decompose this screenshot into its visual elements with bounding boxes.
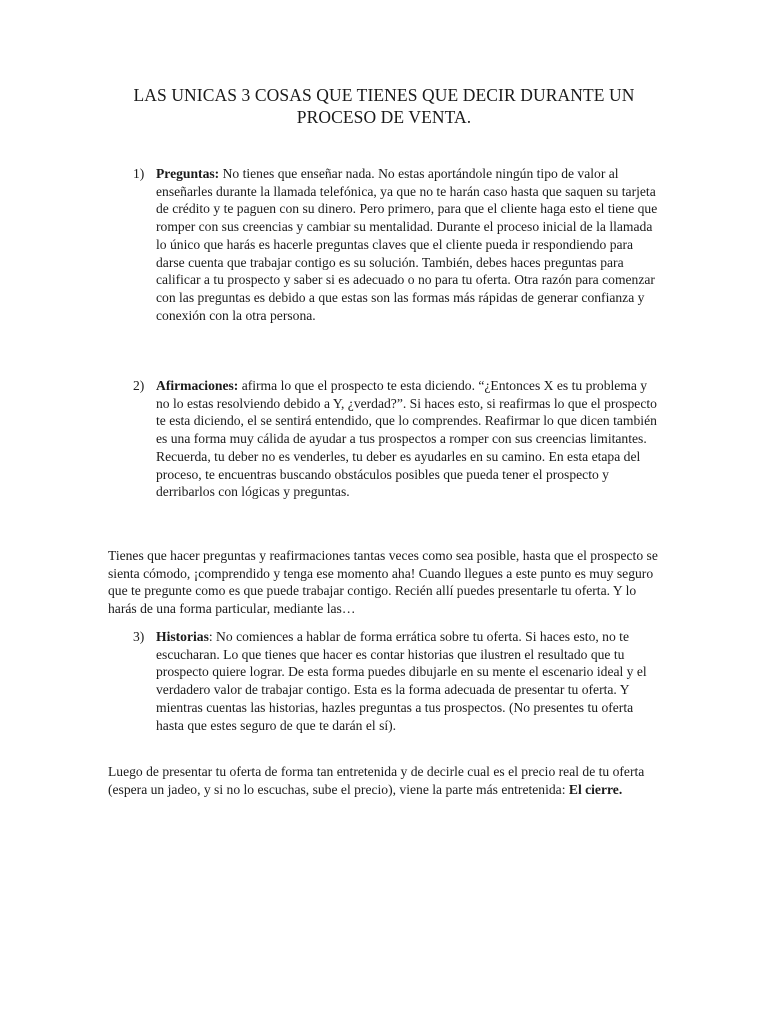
title-line-2: PROCESO DE VENTA. xyxy=(296,107,472,127)
list-item-heading: Afirmaciones: xyxy=(156,378,239,393)
list-item-number: 3) xyxy=(133,629,145,644)
list-item-text: : No comiences a hablar de forma errática sobre tu oferta. Si haces esto, no te escucharan. Lo que tienes que hacer es contar historias que ilustren el resultado que tu prospecto quiere lograr. De esta forma puedes dibujarle en su mente el escenario ideal y el verdadero valor de trabajar contigo. Esta es la forma adecuada de presentar tu oferta. Y mientras cuentas las historias, hazles preguntas a tus prospectos. (No presentes tu oferta hasta que estes seguro de que te darán el sí). xyxy=(156,629,647,733)
list-item-body xyxy=(156,165,663,324)
page-title xyxy=(100,84,668,128)
list-item-historias xyxy=(133,628,663,734)
final-paragraph-text: Luego de presentar tu oferta de forma tan entretenida y de decirle cual es el precio real de tu oferta (espera un jadeo, y si no lo escuchas, sube el precio), viene la parte más entretenida: xyxy=(108,764,645,797)
title-line-1: LAS UNICAS 3 COSAS QUE TIENES QUE DECIR DURANTE UN xyxy=(133,85,635,105)
list-item-preguntas xyxy=(133,165,663,324)
list-item-number: 2) xyxy=(133,378,145,393)
final-paragraph-bold: El cierre. xyxy=(568,781,623,797)
list-item-heading: Preguntas: xyxy=(156,166,220,181)
list-item-number: 1) xyxy=(133,166,145,181)
list-item-text: afirma lo que el prospecto te esta diciendo. “¿Entonces X es tu problema y no lo estas resolviendo debido a Y, ¿verdad?”. Si haces esto, si reafirmas lo que el prospecto te esta diciendo, el se sentirá entendido, que lo comprendes. Reafirmar lo que dicen también es una forma muy cálida de ayudar a tus prospectos a romper con sus creencias limitantes. Recuerda, tu deber no es venderles, tu deber es ayudarles en su camino. En esta etapa del proceso, te encuentras buscando obstáculos posibles que pueda tener el prospecto y derribarlos con lógicas y preguntas. xyxy=(156,378,657,500)
list-item-body xyxy=(156,628,663,734)
final-paragraph xyxy=(108,763,663,798)
middle-paragraph: Tienes que hacer preguntas y reafirmaciones tantas veces como sea posible, hasta que el prospecto se sienta cómodo, ¡comprendido y tenga ese momento aha! Cuando llegues a este punto es muy seguro que te pregunte como es que puede trabajar contigo. Recién allí puedes presentarle tu oferta. Y lo harás de una forma particular, mediante las… xyxy=(108,548,658,617)
list-item-afirmaciones xyxy=(133,377,663,501)
list-item-heading: Historias xyxy=(156,629,209,644)
list-item-body xyxy=(156,377,663,501)
list-item-text: No tienes que enseñar nada. No estas aportándole ningún tipo de valor al enseñarles durante la llamada telefónica, ya que no te harán caso hasta que saquen su tarjeta de crédito y te paguen con su dinero. Pero primero, para que el cliente haga esto el tiene que romper con sus creencias y cambiar su mentalidad. Durante el proceso inicial de la llamada lo único que harás es hacerle preguntas claves que el cliente pueda ir respondiendo para darse cuenta que trabajar contigo es su solución. También, debes haces preguntas para calificar a tu prospecto y saber si es adecuado o no para tu oferta. Otra razón para comenzar con las preguntas es debido a que estas son las formas más rápidas de generar confianza y conexión con la otra persona. xyxy=(156,166,658,323)
